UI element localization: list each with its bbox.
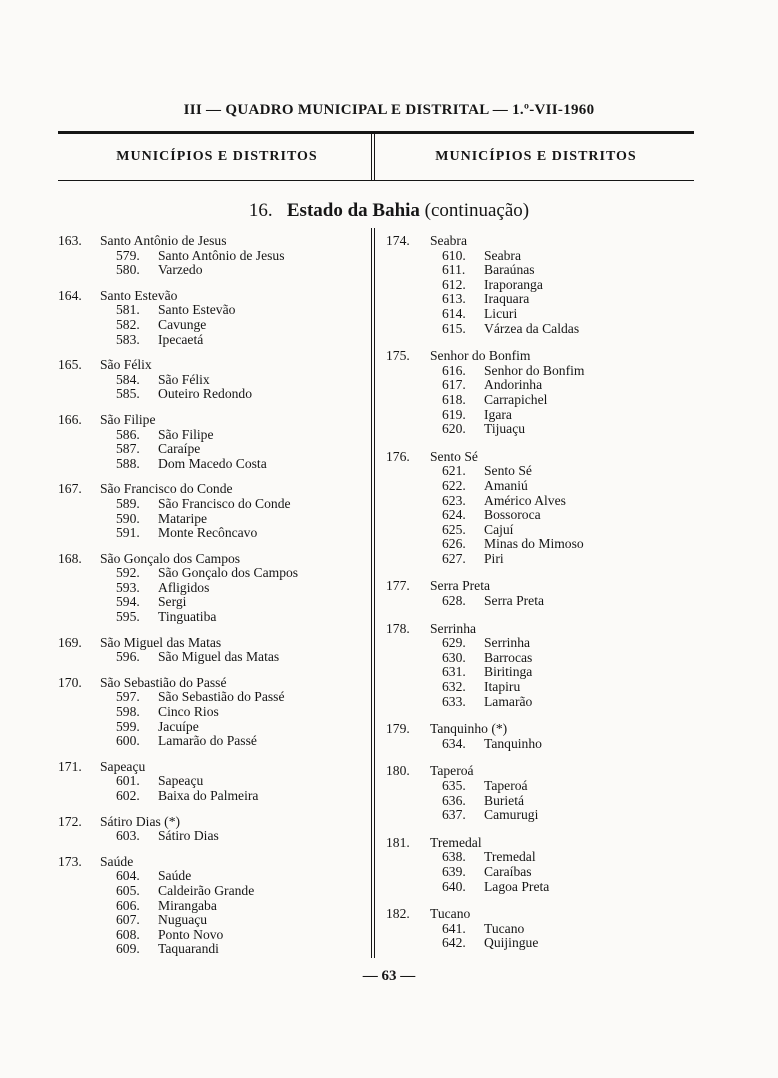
district-row <box>386 665 696 680</box>
district-number: 621. <box>442 463 466 479</box>
district-row <box>386 636 696 651</box>
district-name: Tremedal <box>484 849 536 865</box>
column-separator <box>371 134 375 180</box>
municipality-name: Santo Antônio de Jesus <box>100 233 227 248</box>
district-name: Tucano <box>484 920 525 936</box>
municipality-number: 164. <box>58 287 82 303</box>
district-row <box>58 263 368 278</box>
district-name: Várzea da Caldas <box>484 320 580 336</box>
district-name: Barrocas <box>484 649 533 665</box>
municipality-row <box>58 815 368 830</box>
district-row <box>386 794 696 809</box>
district-number: 596. <box>116 649 140 665</box>
district-row <box>58 829 368 844</box>
district-number: 600. <box>116 733 140 749</box>
municipality-row <box>58 413 368 428</box>
district-number: 610. <box>442 247 466 263</box>
municipality-entry <box>58 552 368 625</box>
district-row <box>386 479 696 494</box>
district-number: 602. <box>116 788 140 803</box>
district-name: Quijingue <box>484 935 539 951</box>
district-name: Iraporanga <box>484 276 543 292</box>
municipality-row <box>58 482 368 497</box>
district-number: 585. <box>116 386 140 402</box>
district-number: 590. <box>116 510 140 526</box>
municipality-row <box>386 234 696 249</box>
municipality-entry <box>58 676 368 749</box>
district-number: 598. <box>116 704 140 720</box>
municipality-row <box>58 855 368 870</box>
municipality-row <box>386 836 696 851</box>
district-name: São Miguel das Matas <box>158 649 280 665</box>
district-number: 586. <box>116 426 140 442</box>
district-name: Licuri <box>484 305 518 321</box>
district-number: 636. <box>442 792 466 808</box>
section-state: Estado da Bahia <box>286 200 420 221</box>
district-name: Tinguatiba <box>158 609 217 625</box>
municipality-row <box>386 907 696 922</box>
municipality-entry <box>386 622 696 710</box>
municipality-entry <box>58 855 368 957</box>
municipality-entry <box>386 907 696 951</box>
district-row <box>386 249 696 264</box>
district-number: 588. <box>116 455 140 471</box>
municipality-entry <box>58 760 368 804</box>
district-number: 631. <box>442 664 466 680</box>
municipality-entry <box>386 836 696 894</box>
district-name: Jacuípe <box>158 718 199 734</box>
top-rule <box>58 131 694 134</box>
district-name: Caraípe <box>158 441 201 457</box>
district-name: Sento Sé <box>484 463 532 479</box>
district-name: São Francisco do Conde <box>158 495 291 511</box>
district-name: Outeiro Redondo <box>158 386 253 402</box>
district-row <box>386 680 696 695</box>
district-row <box>386 552 696 567</box>
district-row <box>58 526 368 541</box>
municipality-name: São Sebastião do Passé <box>100 674 227 690</box>
district-name: Baraúnas <box>484 262 535 278</box>
district-name: Dom Macedo Costa <box>158 455 267 471</box>
district-name: Varzedo <box>158 262 203 278</box>
municipality-row <box>58 676 368 691</box>
district-row <box>58 734 368 749</box>
municipality-name: Seabra <box>430 233 467 248</box>
district-number: 614. <box>442 305 466 321</box>
column-separator-body <box>371 228 375 958</box>
municipality-name: Serra Preta <box>430 578 491 594</box>
district-number: 619. <box>442 406 466 422</box>
district-number: 615. <box>442 320 466 336</box>
district-row <box>58 581 368 596</box>
district-row <box>58 720 368 735</box>
municipality-name: Tanquinho (*) <box>430 721 508 737</box>
district-name: São Félix <box>158 371 210 387</box>
district-number: 582. <box>116 316 140 332</box>
municipality-name: Senhor do Bonfim <box>430 348 531 364</box>
district-name: Carrapichel <box>484 391 548 407</box>
district-name: Mirangaba <box>158 897 217 913</box>
district-name: Piri <box>484 550 504 566</box>
municipality-name: São Francisco do Conde <box>100 481 233 497</box>
district-name: Mataripe <box>158 510 208 526</box>
municipality-number: 175. <box>386 348 410 364</box>
district-number: 584. <box>116 371 140 387</box>
district-number: 624. <box>442 507 466 523</box>
district-row <box>58 497 368 512</box>
district-row <box>58 428 368 443</box>
district-name: Sapeaçu <box>158 773 204 789</box>
district-name: Taquarandi <box>158 941 219 957</box>
municipality-number: 163. <box>58 233 82 248</box>
district-number: 620. <box>442 421 466 437</box>
district-number: 637. <box>442 807 466 823</box>
district-row <box>58 650 368 665</box>
municipality-row <box>386 764 696 779</box>
district-name: Lagoa Preta <box>484 878 550 894</box>
municipality-entry <box>58 413 368 471</box>
municipality-entry <box>386 722 696 751</box>
district-name: Sergi <box>158 594 187 610</box>
district-number: 606. <box>116 897 140 913</box>
municipality-name: Santo Estevão <box>100 287 178 303</box>
heading-rule <box>58 180 694 181</box>
right-column <box>386 234 696 964</box>
municipality-name: Tremedal <box>430 834 482 850</box>
district-row <box>386 651 696 666</box>
district-name: Caldeirão Grande <box>158 882 255 898</box>
district-name: Lamarão <box>484 693 533 709</box>
district-row <box>58 942 368 957</box>
district-number: 618. <box>442 391 466 407</box>
district-name: Américo Alves <box>484 492 566 508</box>
district-row <box>386 523 696 538</box>
district-number: 625. <box>442 521 466 537</box>
municipality-name: Tucano <box>430 906 471 922</box>
municipality-name: Saúde <box>100 853 134 869</box>
municipality-name: Taperoá <box>430 763 474 779</box>
district-row <box>386 393 696 408</box>
district-row <box>58 387 368 402</box>
district-name: Andorinha <box>484 377 543 393</box>
municipality-row <box>386 450 696 465</box>
district-number: 630. <box>442 649 466 665</box>
district-name: Baixa do Palmeira <box>158 788 259 803</box>
district-name: Tanquinho <box>484 735 542 751</box>
municipality-row <box>386 349 696 364</box>
district-name: Taperoá <box>484 778 528 793</box>
district-row <box>58 913 368 928</box>
municipality-number: 181. <box>386 834 410 850</box>
municipality-number: 171. <box>58 758 82 774</box>
municipality-entry <box>386 450 696 567</box>
district-number: 591. <box>116 525 140 541</box>
section-title <box>0 200 778 222</box>
district-name: São Sebastião do Passé <box>158 689 285 705</box>
district-row <box>58 566 368 581</box>
district-number: 593. <box>116 579 140 595</box>
municipality-entry <box>58 358 368 402</box>
section-note: (continuação) <box>424 200 530 221</box>
district-number: 612. <box>442 276 466 292</box>
district-number: 592. <box>116 565 140 581</box>
section-number: 16. <box>248 200 273 221</box>
district-number: 622. <box>442 477 466 493</box>
district-number: 580. <box>116 262 140 278</box>
municipality-number: 182. <box>386 906 410 922</box>
district-name: Santo Estevão <box>158 302 236 318</box>
district-number: 589. <box>116 495 140 511</box>
district-row <box>386 850 696 865</box>
district-row <box>386 594 696 609</box>
municipality-number: 167. <box>58 481 82 497</box>
district-number: 632. <box>442 679 466 695</box>
district-number: 642. <box>442 935 466 951</box>
district-row <box>386 537 696 552</box>
district-number: 601. <box>116 773 140 789</box>
municipality-row <box>386 579 696 594</box>
municipality-entry <box>58 482 368 540</box>
municipality-number: 178. <box>386 620 410 636</box>
district-name: Lamarão do Passé <box>158 733 257 749</box>
district-number: 638. <box>442 849 466 865</box>
municipality-name: Sapeaçu <box>100 758 146 774</box>
running-head: III — QUADRO MUNICIPAL E DISTRITAL — 1.º-VII-1960 <box>183 102 595 118</box>
municipality-entry <box>58 636 368 665</box>
municipality-entry <box>58 815 368 844</box>
district-number: 604. <box>116 868 140 884</box>
district-row <box>386 364 696 379</box>
municipality-number: 177. <box>386 578 410 594</box>
district-name: Bossoroca <box>484 507 541 523</box>
district-number: 616. <box>442 362 466 378</box>
municipality-number: 172. <box>58 813 82 829</box>
district-row <box>386 278 696 293</box>
municipality-entry <box>386 234 696 336</box>
district-row <box>386 922 696 937</box>
district-number: 609. <box>116 941 140 957</box>
district-name: Cinco Rios <box>158 704 219 720</box>
municipality-number: 165. <box>58 357 82 373</box>
district-row <box>58 249 368 264</box>
district-number: 629. <box>442 635 466 651</box>
municipality-row <box>386 622 696 637</box>
district-row <box>58 789 368 804</box>
district-name: Saúde <box>158 868 192 884</box>
district-name: Seabra <box>484 247 521 263</box>
district-number: 634. <box>442 735 466 751</box>
district-name: Minas do Mimoso <box>484 536 584 552</box>
district-name: Serra Preta <box>484 593 545 609</box>
municipality-name: São Félix <box>100 357 152 373</box>
district-row <box>386 307 696 322</box>
district-row <box>58 705 368 720</box>
district-name: Senhor do Bonfim <box>484 362 585 378</box>
district-row <box>58 457 368 472</box>
district-number: 579. <box>116 247 140 263</box>
district-row <box>58 690 368 705</box>
district-number: 617. <box>442 377 466 393</box>
district-row <box>386 865 696 880</box>
municipality-number: 179. <box>386 721 410 737</box>
district-row <box>386 322 696 337</box>
district-name: Afligidos <box>158 579 210 595</box>
municipality-entry <box>386 764 696 822</box>
left-column <box>58 234 368 968</box>
municipality-row <box>58 760 368 775</box>
district-name: Monte Recôncavo <box>158 525 258 541</box>
district-number: 641. <box>442 920 466 936</box>
municipality-entry <box>58 289 368 347</box>
municipality-number: 174. <box>386 233 410 248</box>
district-row <box>386 408 696 423</box>
district-name: Sátiro Dias <box>158 828 219 844</box>
district-number: 595. <box>116 609 140 625</box>
district-row <box>386 292 696 307</box>
district-name: Cavunge <box>158 316 207 332</box>
district-row <box>58 373 368 388</box>
district-number: 633. <box>442 693 466 709</box>
district-row <box>58 512 368 527</box>
district-row <box>386 378 696 393</box>
municipality-name: São Gonçalo dos Campos <box>100 550 241 566</box>
district-row <box>58 318 368 333</box>
municipality-number: 180. <box>386 763 410 779</box>
municipality-row <box>58 552 368 567</box>
district-row <box>386 464 696 479</box>
municipality-number: 170. <box>58 674 82 690</box>
district-row <box>386 737 696 752</box>
municipality-number: 173. <box>58 853 82 869</box>
municipality-name: São Filipe <box>100 411 156 427</box>
district-name: Santo Antônio de Jesus <box>158 247 285 263</box>
district-name: Camurugi <box>484 807 539 823</box>
district-row <box>58 303 368 318</box>
municipality-number: 166. <box>58 411 82 427</box>
municipality-number: 169. <box>58 634 82 650</box>
municipality-number: 176. <box>386 448 410 464</box>
municipality-name: Sátiro Dias (*) <box>100 813 181 829</box>
district-number: 608. <box>116 926 140 942</box>
district-number: 623. <box>442 492 466 508</box>
district-number: 628. <box>442 593 466 609</box>
page-number: — 63 — <box>362 968 416 984</box>
district-number: 594. <box>116 594 140 610</box>
district-name: Burietá <box>484 792 525 808</box>
municipality-name: São Miguel das Matas <box>100 634 222 650</box>
district-row <box>386 880 696 895</box>
district-row <box>386 263 696 278</box>
district-row <box>58 928 368 943</box>
district-name: Amaniú <box>484 477 528 493</box>
district-row <box>58 774 368 789</box>
district-name: Cajuí <box>484 521 514 537</box>
district-number: 605. <box>116 882 140 898</box>
district-row <box>386 808 696 823</box>
municipality-name: Serrinha <box>430 620 477 636</box>
district-name: Caraíbas <box>484 863 532 879</box>
district-row <box>58 610 368 625</box>
district-number: 613. <box>442 291 466 307</box>
district-number: 611. <box>442 262 466 278</box>
district-row <box>386 695 696 710</box>
district-number: 607. <box>116 912 140 928</box>
district-row <box>386 936 696 951</box>
column-heading-left: MUNICÍPIOS E DISTRITOS <box>116 149 318 164</box>
municipality-row <box>58 234 368 249</box>
district-number: 581. <box>116 302 140 318</box>
district-name: São Gonçalo dos Campos <box>158 565 299 581</box>
district-name: Ipecaetá <box>158 331 204 347</box>
district-row <box>58 869 368 884</box>
district-number: 635. <box>442 778 466 793</box>
district-number: 639. <box>442 863 466 879</box>
district-number: 640. <box>442 878 466 894</box>
municipality-number: 168. <box>58 550 82 566</box>
municipality-row <box>386 722 696 737</box>
municipality-row <box>58 636 368 651</box>
district-number: 597. <box>116 689 140 705</box>
district-number: 587. <box>116 441 140 457</box>
district-name: Iraquara <box>484 291 530 307</box>
district-name: Itapiru <box>484 679 521 695</box>
column-heading-right: MUNICÍPIOS E DISTRITOS <box>435 149 637 164</box>
district-name: Ponto Novo <box>158 926 224 942</box>
district-row <box>58 884 368 899</box>
municipality-row <box>58 289 368 304</box>
municipality-entry <box>386 349 696 437</box>
district-name: Biritinga <box>484 664 533 680</box>
district-row <box>386 422 696 437</box>
municipality-entry <box>386 579 696 608</box>
district-row <box>386 508 696 523</box>
district-name: Nuguaçu <box>158 912 208 928</box>
district-number: 626. <box>442 536 466 552</box>
district-name: São Filipe <box>158 426 214 442</box>
municipality-entry <box>58 234 368 278</box>
municipality-name: Sento Sé <box>430 448 478 464</box>
district-row <box>386 779 696 794</box>
district-name: Tijuaçu <box>484 421 526 437</box>
district-name: Igara <box>484 406 512 422</box>
district-row <box>58 595 368 610</box>
district-number: 583. <box>116 331 140 347</box>
district-name: Serrinha <box>484 635 531 651</box>
district-row <box>58 899 368 914</box>
district-row <box>58 442 368 457</box>
district-number: 599. <box>116 718 140 734</box>
district-number: 603. <box>116 828 140 844</box>
municipality-row <box>58 358 368 373</box>
district-row <box>58 333 368 348</box>
district-row <box>386 494 696 509</box>
district-number: 627. <box>442 550 466 566</box>
